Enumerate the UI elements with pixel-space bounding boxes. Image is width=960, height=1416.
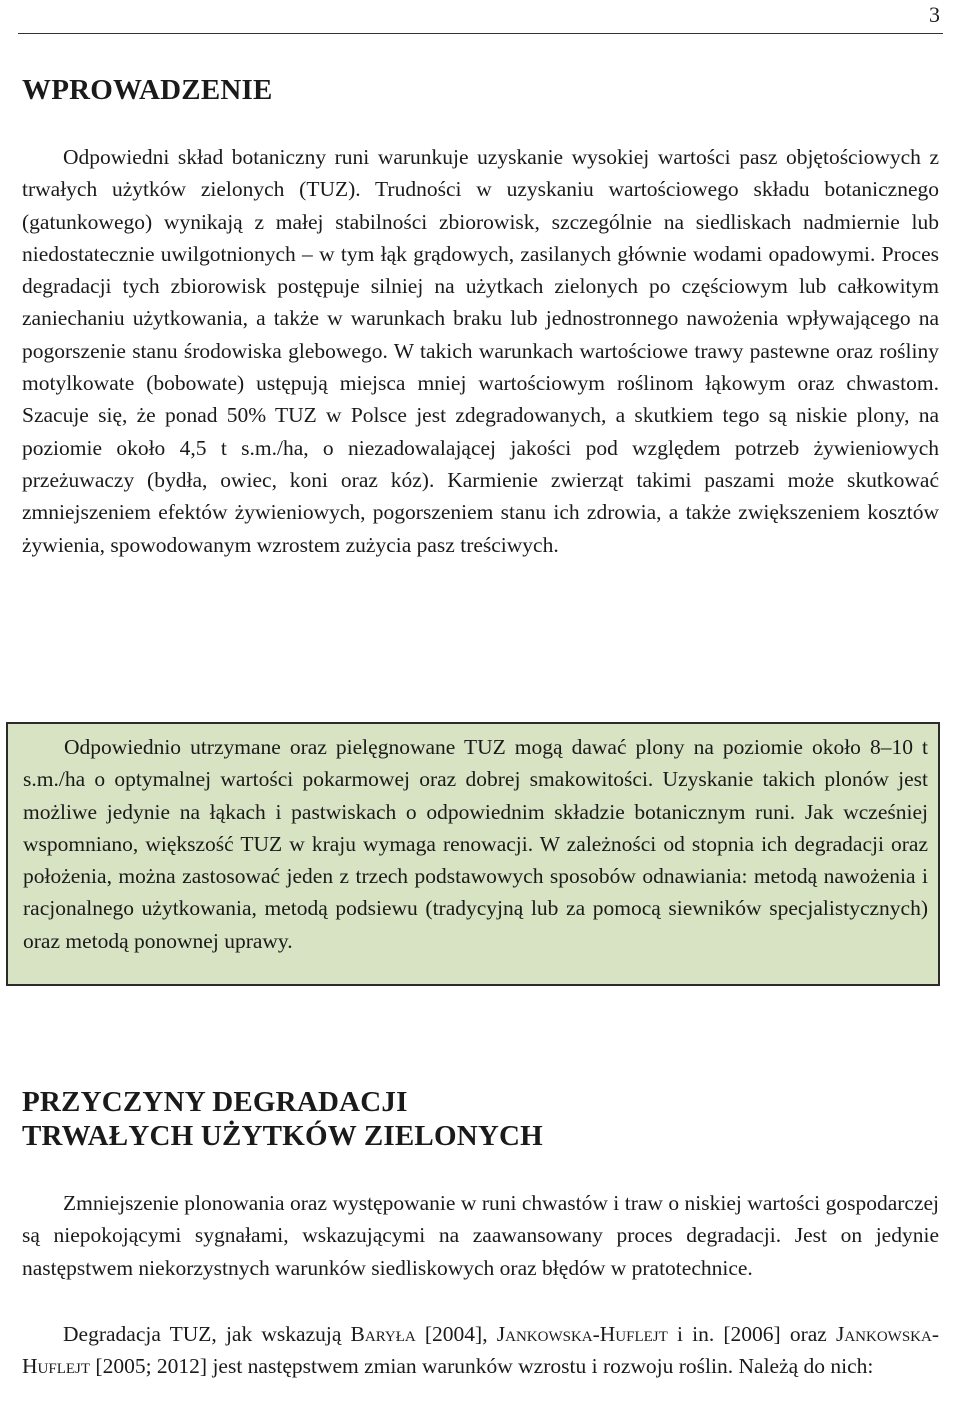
author-citation: Jankowska-Huflejt: [496, 1322, 668, 1346]
paragraph-text: [2004],: [415, 1322, 497, 1346]
degradation-paragraph-1: Zmniejszenie plonowania oraz występowanie w runi chwastów i traw o niskiej wartości gospodarczej są niepokojącymi sygnałami, wskazującymi na zaawansowany proces degradacji. Jest on jedynie następstwem niekorzystnych warunków siedliskowych oraz błędów w pratotechnice.: [22, 1191, 939, 1280]
highlight-box-text: Odpowiednio utrzymane oraz pielęgnowane TUZ mogą dawać plony na poziomie około 8–10 t s.m./ha o optymalnej wartości pokarmowej oraz dobrej smakowitości. Uzyskanie takich plonów jest możliwe jedynie na łąkach i pastwiskach o odpowiednim składzie botanicznym runi. Jak wcześniej wspomniano, większość TUZ w kraju wymaga renowacji. W zależności od stopnia ich degradacji oraz położenia, można zastosować jeden z trzech podstawowych sposobów odnawiania: metodą nawożenia i racjonalnego użytkowania, metodą podsiewu (tradycyjną lub za pomocą siewników specjalistycznych) oraz metodą ponownej uprawy.: [23, 735, 928, 953]
paragraph-text: [2005; 2012] jest następstwem zmian warunków wzrostu i rozwoju roślin. Należą do nich:: [90, 1354, 874, 1379]
section-title-line-2: TRWAŁYCH UŻYTKÓW ZIELONYCH: [22, 1120, 543, 1152]
introduction-paragraph: Odpowiedni skład botaniczny runi warunkuje uzyskanie wysokiej wartości pasz objętościowych z trwałych użytków zielonych (TUZ). Trudności w uzyskaniu wartościowego składu botanicznego (gatunkowego) wynikają z małej stabilności zbiorowisk, szczególnie na siedliskach nadmiernie lub niedostatecznie uwilgotnionych – w tym łąk grądowych, zasilanych głównie wodami opadowymi. Proces degradacji tych zbiorowisk postępuje silniej na użytkach zielonych po częściowym lub całkowitym zaniechaniu użytkowania, a także w warunkach braku lub jednostronnego nawożenia wpływającego na pogorszenie stanu środowiska glebowego. W takich warunkach wartościowe trawy pastewne oraz rośliny motylkowate (bobowate) ustępują miejsca mniej wartościowym roślinom łąkowym oraz chwastom. Szacuje się, że ponad 50% TUZ w Polsce jest zdegradowanych, a skutkiem tego są niskie plony, na poziomie około 4,5 t s.m./ha, o niezadowalającej jakości pod względem potrzeb żywieniowych przeżuwaczy (bydła, owiec, koni oraz kóz). Karmienie zwierząt takimi paszami może skutkować zmniejszeniem efektów żywieniowych, pogorszeniem stanu ich zdrowia, a także zwiększeniem kosztów żywienia, spowodowanym wzrostem zużycia pasz treściwych.: [22, 145, 939, 557]
header-rule: [18, 33, 943, 34]
paragraph-text: i in. [2006] oraz: [667, 1322, 836, 1346]
section-title-introduction: WPROWADZENIE: [22, 74, 273, 106]
paragraph-text: Degradacja TUZ, jak wskazują: [63, 1322, 351, 1346]
highlight-box: [6, 722, 940, 986]
degradation-paragraph-2: [22, 1318, 939, 1383]
section-title-degradation-causes: [22, 1085, 543, 1153]
author-citation: Baryła: [350, 1322, 416, 1346]
section-title-line-1: PRZYCZYNY DEGRADACJI: [22, 1086, 408, 1118]
page-number: 3: [929, 2, 940, 27]
author-citation: Jankowska-Huflejt: [22, 1322, 940, 1379]
